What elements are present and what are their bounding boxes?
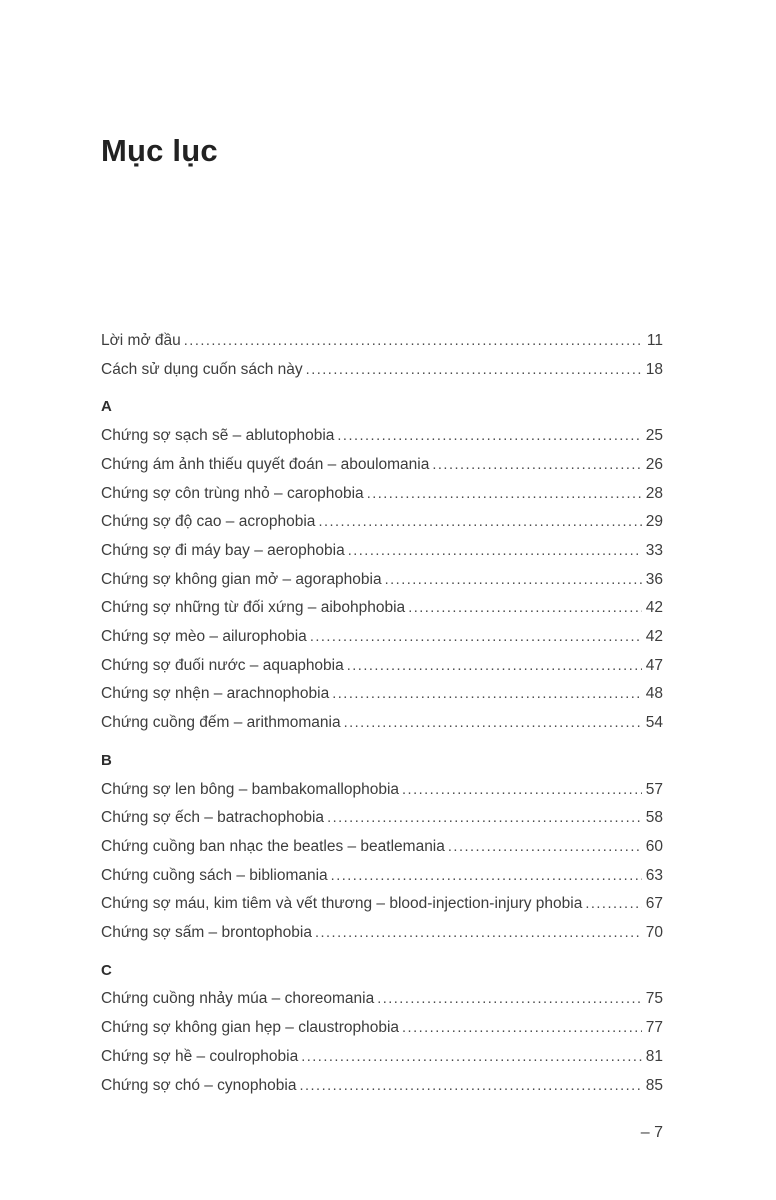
toc-entry [101, 623, 663, 652]
toc-entry-page: 60 [645, 837, 663, 855]
toc-entry-label: Chứng sợ máu, kim tiêm và vết thương – blood-injection-injury phobia [101, 895, 583, 913]
toc-entry [101, 327, 663, 356]
toc-list [101, 327, 663, 1100]
toc-entry [101, 1043, 663, 1072]
toc-entry-label: Chứng sợ sấm – brontophobia [101, 924, 312, 942]
toc-entry-label: Chứng sợ ếch – batrachophobia [101, 809, 325, 827]
toc-entry [101, 566, 663, 595]
dot-leader [331, 862, 642, 891]
dot-leader [327, 804, 642, 833]
toc-entry [101, 356, 663, 385]
toc-entry-label: Chứng sợ len bông – bambakomallophobia [101, 780, 400, 798]
toc-entry [101, 709, 663, 738]
toc-section-letter: B [101, 751, 112, 769]
toc-entry [101, 985, 663, 1014]
dot-leader [299, 1072, 641, 1101]
toc-entry-label: Cách sử dụng cuốn sách này [101, 360, 303, 378]
toc-entry-label: Chứng sợ hề – coulrophobia [101, 1047, 299, 1065]
dot-leader [332, 680, 642, 709]
toc-entry-page: 54 [645, 714, 663, 732]
dot-leader [432, 451, 641, 480]
toc-entry [101, 480, 663, 509]
toc-entry-page: 33 [645, 541, 663, 559]
dot-leader [367, 480, 642, 509]
toc-entry-page: 48 [645, 685, 663, 703]
toc-entry-page: 57 [645, 780, 663, 798]
toc-entry-page: 25 [645, 427, 663, 445]
dot-leader [385, 566, 642, 595]
dot-leader [306, 356, 642, 385]
toc-entry-page: 58 [645, 809, 663, 827]
dot-leader [402, 1014, 642, 1043]
toc-entry-label: Chứng sợ không gian hẹp – claustrophobia [101, 1019, 400, 1037]
toc-entry-label: Chứng sợ đuối nước – aquaphobia [101, 656, 344, 674]
toc-entry [101, 776, 663, 805]
dot-leader [348, 537, 642, 566]
page-title: Mục lục [101, 133, 218, 168]
toc-entry-page: 47 [645, 656, 663, 674]
dot-leader [408, 594, 642, 623]
toc-entry-page: 29 [645, 513, 663, 531]
toc-entry-page: 70 [645, 924, 663, 942]
dot-leader [310, 623, 642, 652]
toc-entry-page: 11 [646, 332, 663, 349]
toc-entry-label: Chứng cuồng đếm – arithmomania [101, 714, 341, 732]
dot-leader [377, 985, 642, 1014]
toc-entry-page: 67 [645, 895, 663, 913]
toc-entry-page: 28 [645, 484, 663, 502]
dot-leader [448, 833, 642, 862]
dot-leader [402, 776, 642, 805]
toc-entry-label: Chứng sợ nhện – arachnophobia [101, 685, 330, 703]
dot-leader [344, 709, 642, 738]
toc-entry-label: Chứng sợ những từ đối xứng – aibohphobia [101, 599, 406, 617]
toc-entry-page: 75 [645, 990, 663, 1008]
toc-entry [101, 1072, 663, 1101]
toc-entry [101, 862, 663, 891]
dot-leader [585, 890, 641, 919]
toc-entry [101, 804, 663, 833]
toc-section-letter: A [101, 398, 112, 416]
toc-entry-page: 18 [645, 360, 663, 378]
toc-entry-label: Chứng cuồng sách – bibliomania [101, 866, 328, 884]
toc-entry-label: Lời mở đầu [101, 332, 181, 349]
dot-leader [301, 1043, 642, 1072]
toc-entry-page: 36 [645, 570, 663, 588]
toc-entry-page: 85 [645, 1076, 663, 1094]
page-footer: – 7 [640, 1124, 663, 1141]
toc-entry-label: Chứng sợ mèo – ailurophobia [101, 628, 307, 646]
dot-leader [347, 652, 642, 681]
toc-entry-label: Chứng sợ côn trùng nhỏ – carophobia [101, 484, 364, 502]
toc-entry-label: Chứng sợ sạch sẽ – ablutophobia [101, 427, 335, 445]
toc-entry-label: Chứng cuồng nhảy múa – choreomania [101, 990, 375, 1008]
toc-entry [101, 1014, 663, 1043]
dot-leader [337, 422, 641, 451]
toc-entry-label: Chứng sợ độ cao – acrophobia [101, 513, 316, 531]
dot-leader [318, 508, 641, 537]
toc-entry-label: Chứng cuồng ban nhạc the beatles – beatlemania [101, 837, 445, 855]
toc-entry-page: 42 [645, 628, 663, 646]
toc-entry [101, 890, 663, 919]
toc-entry [101, 537, 663, 566]
toc-entry [101, 508, 663, 537]
toc-entry-page: 81 [645, 1047, 663, 1065]
toc-entry [101, 680, 663, 709]
toc-section-letter: C [101, 961, 112, 979]
toc-entry-page: 77 [645, 1019, 663, 1037]
toc-entry [101, 594, 663, 623]
toc-entry [101, 919, 663, 948]
toc-entry-page: 63 [645, 866, 663, 884]
toc-entry-label: Chứng sợ chó – cynophobia [101, 1076, 297, 1094]
dot-leader [315, 919, 642, 948]
toc-entry [101, 451, 663, 480]
toc-entry-page: 26 [645, 455, 663, 473]
toc-entry [101, 652, 663, 681]
toc-entry-label: Chứng sợ không gian mở – agoraphobia [101, 570, 382, 588]
toc-entry [101, 422, 663, 451]
toc-entry-label: Chứng sợ đi máy bay – aerophobia [101, 541, 345, 559]
toc-entry [101, 833, 663, 862]
toc-entry-label: Chứng ám ảnh thiếu quyết đoán – aboulomania [101, 455, 430, 473]
toc-entry-page: 42 [645, 599, 663, 617]
dot-leader [184, 327, 643, 356]
